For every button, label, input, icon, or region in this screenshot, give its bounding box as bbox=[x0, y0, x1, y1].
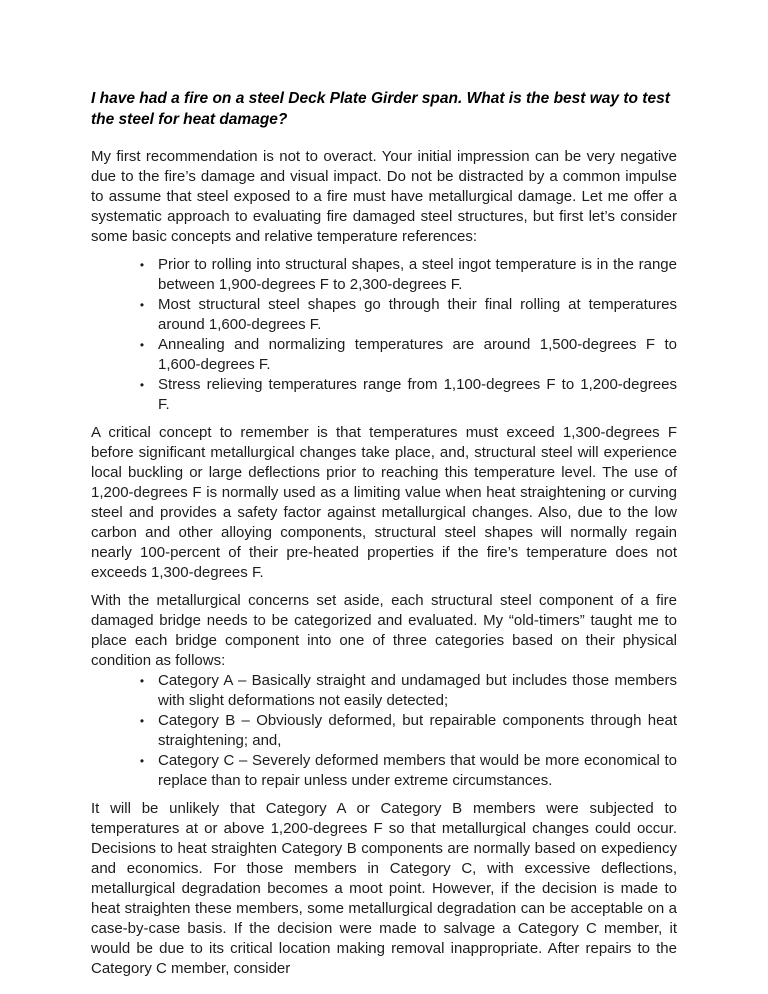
list-item-text: Category A – Basically straight and undamaged but includes those members with slight deformations not easily detected; bbox=[158, 672, 677, 709]
list-item-text: Category B – Obviously deformed, but repairable components through heat straightening; and, bbox=[158, 712, 677, 749]
list-item-text: Most structural steel shapes go through their final rolling at temperatures around 1,600-degrees F. bbox=[158, 296, 677, 333]
bullet-icon bbox=[136, 255, 148, 275]
list-item-text: Category C – Severely deformed members that would be more economical to replace than to repair unless under extreme circumstances. bbox=[158, 752, 677, 789]
temperature-reference-list bbox=[91, 255, 677, 415]
category-list bbox=[91, 671, 677, 791]
list-item bbox=[158, 375, 677, 415]
list-item-text: Stress relieving temperatures range from 1,100-degrees F to 1,200-degrees F. bbox=[158, 376, 677, 413]
list-item bbox=[158, 751, 677, 791]
list-item-text: Prior to rolling into structural shapes, a steel ingot temperature is in the range between 1,900-degrees F to 2,300-degrees F. bbox=[158, 256, 677, 293]
list-item bbox=[158, 255, 677, 295]
intro-paragraph: My first recommendation is not to overact. Your initial impression can be very negative due to the fire’s damage and visual impact. Do not be distracted by a common impulse to assume that steel exposed to a fire must have metallurgical damage. Let me offer a systematic approach to evaluating fire damaged steel structures, but first let’s consider some basic concepts and relative temperature references: bbox=[91, 148, 677, 245]
categorization-paragraph: With the metallurgical concerns set aside, each structural steel component of a fire damaged bridge needs to be categorized and evaluated. My “old-timers” taught me to place each bridge component into one of three categories based on their physical condition as follows: bbox=[91, 592, 677, 669]
bullet-icon bbox=[136, 295, 148, 315]
bullet-icon bbox=[136, 711, 148, 731]
bullet-icon bbox=[136, 751, 148, 771]
list-item bbox=[158, 295, 677, 335]
bullet-icon bbox=[136, 335, 148, 355]
list-item bbox=[158, 335, 677, 375]
bullet-icon bbox=[136, 375, 148, 395]
critical-concept-paragraph: A critical concept to remember is that temperatures must exceed 1,300-degrees F before significant metallurgical changes take place, and, structural steel will experience local buckling or large deflections prior to reaching this temperature level. The use of 1,200-degrees F is normally used as a limiting value when heat straightening or curving steel and provides a safety factor against metallurgical changes. Also, due to the low carbon and other alloying components, structural steel shapes will normally regain nearly 100-percent of their pre-heated properties if the fire’s temperature does not exceeds 1,300-degrees F. bbox=[91, 424, 677, 581]
list-item-text: Annealing and normalizing temperatures are around 1,500-degrees F to 1,600-degrees F. bbox=[158, 336, 677, 373]
bullet-icon bbox=[136, 671, 148, 691]
question-heading: I have had a fire on a steel Deck Plate Girder span. What is the best way to test the steel for heat damage? bbox=[91, 90, 670, 128]
category-evaluation-paragraph: It will be unlikely that Category A or Category B members were subjected to temperatures at or above 1,200-degrees F so that metallurgical changes could occur. Decisions to heat straighten Category B components are normally based on expediency and economics. For those members in Category C, with excessive deflections, metallurgical degradation becomes a moot point. However, if the decision is made to heat straighten these members, some metallurgical degradation can be acceptable on a case-by-case basis. If the decision were made to salvage a Category C member, it would be due to its critical location making removal inappropriate. After repairs to the Category C member, consider bbox=[91, 800, 677, 977]
list-item bbox=[158, 711, 677, 751]
list-item bbox=[158, 671, 677, 711]
